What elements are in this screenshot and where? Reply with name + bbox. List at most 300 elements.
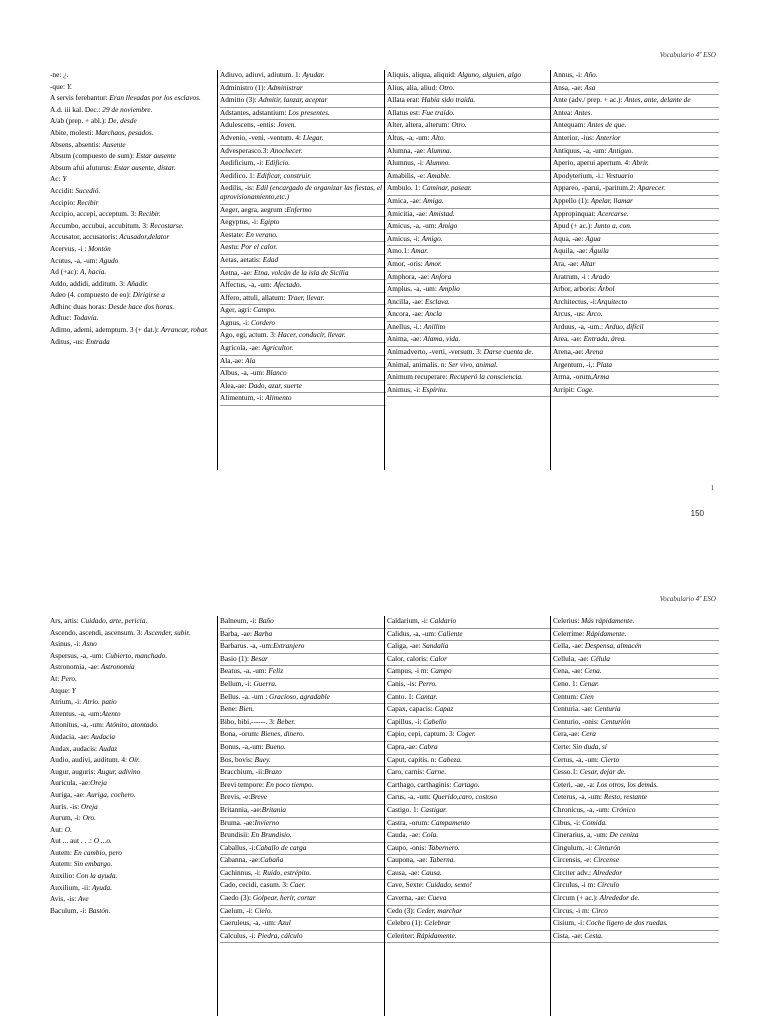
spanish-meaning: 29 de noviembre. — [102, 104, 153, 114]
spanish-meaning: Edificar, construir. — [256, 170, 312, 180]
vocab-entry — [220, 906, 386, 919]
latin-term: Beatus, -a, -um: — [220, 666, 269, 676]
spanish-meaning: Y. — [66, 81, 73, 91]
vocab-entry — [387, 334, 553, 347]
vocab-entry — [220, 133, 386, 146]
vocab-entry — [50, 871, 216, 883]
vocab-entry — [50, 697, 216, 709]
latin-term: Allatus est: — [387, 107, 422, 117]
column-2 — [217, 70, 386, 470]
vocab-entry — [220, 704, 386, 717]
vocab-entry — [387, 830, 553, 843]
vocab-entry — [553, 146, 719, 159]
latin-term: Campus, -i m: — [387, 666, 431, 676]
latin-term: Auriga, -ae: — [50, 789, 87, 799]
spanish-meaning: Cuidado, sexto! — [425, 880, 472, 890]
latin-term: Capio, cepi, captum. 3: — [387, 729, 457, 739]
latin-term: Anterior, -ius: — [553, 132, 596, 142]
spanish-meaning: Arduo, difícil — [604, 321, 644, 331]
vocab-entry — [553, 259, 719, 272]
latin-term: Auricula, -ae: — [50, 778, 91, 788]
latin-term: Area, -ae: — [553, 334, 584, 344]
vocab-entry — [553, 347, 719, 360]
latin-term: Centum: — [553, 691, 580, 701]
spanish-meaning: Cielo. — [254, 905, 273, 915]
latin-term: Ansa, -ae: — [553, 82, 585, 92]
spanish-meaning: Oreja — [81, 801, 98, 811]
latin-term: Circiter adv.: — [553, 867, 593, 877]
vocab-entry — [553, 196, 719, 209]
page-number: 150 — [690, 509, 704, 518]
vocab-entry — [553, 95, 719, 108]
latin-term: Alter, altera, alterum: — [387, 120, 452, 130]
spanish-meaning: Aparecer. — [637, 183, 666, 193]
vocab-entry — [553, 818, 719, 831]
vocab-entry — [387, 906, 553, 919]
latin-term: Animus, -i: — [387, 384, 423, 394]
vocab-entry — [387, 196, 553, 209]
latin-term: Cista, -ae: — [553, 930, 585, 940]
spanish-meaning: Oír. — [128, 755, 140, 765]
spanish-meaning: Ascender, subir. — [144, 627, 191, 637]
vocab-entry — [553, 171, 719, 184]
latin-term: Caput, capitis. n: — [387, 754, 439, 764]
spanish-meaning: Arena — [585, 347, 603, 357]
spanish-meaning: Auriga, cochero. — [86, 789, 136, 799]
spanish-meaning: Campo — [430, 666, 452, 676]
spanish-meaning: Alimento — [265, 393, 292, 403]
latin-term: Alea,-ae: — [220, 380, 249, 390]
spanish-meaning: Comida. — [582, 817, 607, 827]
vocab-entry — [50, 709, 216, 721]
latin-term: Advesperasco.3: — [220, 145, 271, 155]
spanish-meaning: Y — [62, 174, 67, 184]
spanish-meaning: Y — [71, 685, 76, 695]
spanish-meaning: Cartago. — [453, 779, 480, 789]
latin-term: Cena, -ae: — [553, 666, 585, 676]
spanish-meaning: Edil (encargado de organizar las fiestas, el aprovisionamiento,etc.) — [220, 183, 383, 201]
latin-term: Cachinnus, -i: — [220, 867, 263, 877]
latin-term: Causa, -ae: — [387, 867, 422, 877]
vocab-entry — [50, 755, 216, 767]
latin-term: Ago, egi, actum. 3: — [220, 330, 278, 340]
vocab-entry — [50, 744, 216, 756]
vocab-entry — [50, 244, 216, 256]
spanish-meaning: Cesta. — [584, 930, 603, 940]
vocab-entry — [50, 209, 216, 221]
latin-term: Apodyterium, -i.: — [553, 170, 606, 180]
spanish-meaning: Etna, volcán de la isla de Sicilia — [253, 267, 349, 277]
spanish-meaning: Anillito — [423, 321, 446, 331]
spanish-meaning: Audaz — [98, 743, 118, 753]
vocab-entry — [220, 843, 386, 856]
spanish-meaning: Ruido, estrépito. — [262, 867, 312, 877]
vocab-entry — [553, 309, 719, 322]
latin-term: Ceteri, -ae, -a: — [553, 779, 597, 789]
latin-term: Arena,-ae: — [553, 347, 586, 357]
vocab-entry — [553, 717, 719, 730]
latin-term: Abite, molesti: — [50, 127, 96, 137]
latin-term: Capillus, -i: — [387, 716, 424, 726]
vocab-entry — [387, 133, 553, 146]
spanish-meaning: Círculo — [597, 880, 620, 890]
vocab-entry — [553, 666, 719, 679]
vocab-entry — [220, 818, 386, 831]
vocab-entry — [220, 666, 386, 679]
vocab-entry — [50, 232, 216, 244]
latin-term: Baculum, -i: — [50, 905, 89, 915]
vocab-entry — [387, 855, 553, 868]
spanish-meaning: Despensa, almacén — [584, 641, 642, 651]
vocab-entry — [220, 305, 386, 318]
spanish-meaning: Los otros, los demás. — [596, 779, 659, 789]
latin-term: Animum recuperare: — [387, 372, 450, 382]
spanish-meaning: Blanco — [266, 368, 287, 378]
latin-term: Barba, -ae: — [220, 628, 254, 638]
vocab-entry — [553, 221, 719, 234]
vocab-entry — [387, 120, 553, 133]
spanish-meaning: Cesar, dejar de. — [579, 767, 626, 777]
vocab-entry — [220, 805, 386, 818]
spanish-meaning: Amigo — [438, 221, 458, 231]
vocab-entry — [50, 93, 216, 105]
vocab-entry — [50, 325, 216, 337]
latin-term: Attentus. -a, -um: — [50, 708, 102, 718]
latin-term: Amor, -oris: — [387, 258, 425, 268]
vocab-entry — [553, 843, 719, 856]
latin-term: Aratrum, -i : — [553, 271, 592, 281]
vocab-entry — [220, 641, 386, 654]
latin-term: Celebro (1): — [387, 918, 425, 928]
latin-term: A/ab (prep. + abl.): — [50, 116, 109, 126]
latin-term: Alumnus, -i: — [387, 158, 426, 168]
spanish-meaning: Arquitecto — [596, 296, 628, 306]
latin-term: Agricola, -ae: — [220, 343, 262, 353]
latin-term: Alumna, -ae: — [387, 145, 427, 155]
vocab-entry — [553, 704, 719, 717]
vocab-entry — [553, 616, 719, 629]
vocab-entry — [387, 641, 553, 654]
spanish-meaning: Campamento — [430, 817, 470, 827]
vocab-entry — [220, 70, 386, 83]
vocab-entry — [50, 105, 216, 117]
latin-term: Calidus, -a, -um: — [387, 628, 438, 638]
latin-term: Agnus, -i: — [220, 317, 252, 327]
spanish-meaning: Marchaos, pesados. — [95, 127, 154, 137]
vocab-entry — [220, 183, 386, 204]
latin-term: Adhinc duas horas: — [50, 301, 109, 311]
vocab-entry — [553, 297, 719, 310]
spanish-meaning: Celebrar — [424, 918, 451, 928]
latin-term: Absum afui afuturus: — [50, 162, 114, 172]
column-3 — [384, 70, 553, 470]
latin-term: Appello (1): — [553, 195, 591, 205]
spanish-meaning: Con la ayuda. — [76, 871, 118, 881]
latin-term: Bellus. -a. -um : — [220, 691, 270, 701]
spanish-meaning: Cabeza. — [438, 754, 462, 764]
spanish-meaning: Antiguo. — [608, 145, 634, 155]
latin-term: Cave, Sexte: — [387, 880, 426, 890]
vocab-entry — [387, 805, 553, 818]
latin-term: Aditus, -us: — [50, 336, 86, 346]
vocab-entry — [50, 221, 216, 233]
vocab-entry — [553, 322, 719, 335]
vocab-entry — [387, 755, 553, 768]
spanish-meaning: Oro. — [82, 813, 96, 823]
vocab-entry — [50, 674, 216, 686]
vocab-entry — [553, 629, 719, 642]
vocab-entry — [50, 836, 216, 848]
latin-term: Britannia, -ae: — [220, 804, 262, 814]
vocab-entry — [220, 381, 386, 394]
spanish-meaning: Darse cuenta de. — [483, 347, 534, 357]
vocab-entry — [220, 368, 386, 381]
latin-term: Celeriter: — [387, 930, 417, 940]
vocab-entry — [50, 174, 216, 186]
spanish-meaning: Ala — [245, 355, 256, 365]
latin-term: Anellus, -i.: — [387, 321, 424, 331]
vocab-entry — [50, 70, 216, 82]
vocab-entry — [387, 70, 553, 83]
spanish-meaning: Alrededor de. — [599, 893, 640, 903]
vocab-entry — [553, 855, 719, 868]
spanish-meaning: Gracioso, agradable — [269, 691, 330, 701]
spanish-meaning: Rápidamente. — [416, 930, 457, 940]
latin-term: A.d. iii kal. Dec.: — [50, 104, 103, 114]
vocab-entry — [220, 654, 386, 667]
latin-term: Circus, -i m: — [553, 905, 592, 915]
vocab-entry — [50, 639, 216, 651]
vocab-entry — [387, 818, 553, 831]
latin-term: Augur, auguris: — [50, 766, 98, 776]
spanish-meaning: Plata — [596, 359, 613, 369]
vocab-entry — [50, 778, 216, 790]
latin-term: Caverna, -ae: — [387, 893, 428, 903]
spanish-meaning: Audacia — [90, 731, 116, 741]
spanish-meaning: Ceder, marchar — [416, 905, 463, 915]
latin-term: Carthago, carthaginis: — [387, 779, 454, 789]
vocab-entry — [50, 628, 216, 640]
spanish-meaning: Traer, llevar. — [287, 292, 325, 302]
latin-term: A servis ferebantur: — [50, 93, 110, 103]
spanish-meaning: Buey. — [254, 754, 271, 764]
spanish-meaning: Circo — [591, 905, 608, 915]
latin-term: Amicus, -a, -um: — [387, 221, 439, 231]
spanish-meaning: Entrada — [85, 336, 110, 346]
vocab-entry — [553, 931, 719, 944]
latin-term: Adulescens, -entis: — [220, 120, 278, 130]
latin-term: Allata erat: — [387, 95, 422, 105]
vocab-entry — [50, 128, 216, 140]
latin-term: Advenio, -veni, -ventum. 4: — [220, 132, 303, 142]
spanish-meaning: Ave — [78, 894, 89, 904]
spanish-meaning: Coge. — [576, 384, 594, 394]
latin-term: Cinerarius, a, -um: — [553, 830, 610, 840]
latin-term: Circulus, -i m: — [553, 880, 598, 890]
vocab-entry — [553, 742, 719, 755]
vocab-entry — [387, 729, 553, 742]
latin-term: Ancora, -ae: — [387, 309, 425, 319]
page-header: Vocabulario 4º ESO — [659, 595, 716, 603]
spanish-meaning: O ...o. — [93, 836, 112, 846]
vocab-entry — [387, 221, 553, 234]
latin-term: Atque: — [50, 685, 72, 695]
latin-term: Appareo, -parui, -paritum.2: — [553, 183, 638, 193]
latin-term: Amo.1: — [387, 246, 411, 256]
latin-term: Canto. 1: — [387, 691, 416, 701]
latin-term: Audax, audacis: — [50, 743, 99, 753]
vocab-entry — [387, 309, 553, 322]
vocab-entry — [387, 767, 553, 780]
spanish-meaning: Querido,caro, costoso — [432, 792, 498, 802]
spanish-meaning: Rápidamente. — [586, 628, 627, 638]
latin-term: Brevis, -e: — [220, 792, 251, 802]
vocab-entry — [50, 290, 216, 302]
latin-term: Cingulum, -i: — [553, 842, 595, 852]
vocab-entry — [220, 679, 386, 692]
spanish-meaning: Alguno, alguien, algo — [457, 70, 521, 79]
spanish-meaning: Cabra — [419, 741, 438, 751]
spanish-meaning: Los presentes. — [288, 107, 330, 117]
vocab-entry — [553, 918, 719, 931]
spanish-meaning: Arco. — [586, 309, 603, 319]
vocab-entry — [220, 868, 386, 881]
spanish-meaning: Esclava. — [424, 296, 450, 306]
spanish-meaning: ¿. — [63, 70, 69, 79]
spanish-meaning: Piedra, cálculo — [257, 930, 303, 940]
vocab-entry — [50, 767, 216, 779]
spanish-meaning: Atento — [101, 708, 121, 718]
spanish-meaning: Acercarse. — [597, 208, 629, 218]
spanish-meaning: Espíritu. — [422, 384, 448, 394]
latin-term: Aquila, -ae: — [553, 246, 590, 256]
latin-term: Circensis, -e: — [553, 855, 594, 865]
spanish-meaning: Egipto — [259, 217, 280, 227]
latin-term: Basio (1): — [220, 653, 251, 663]
spanish-meaning: Campo. — [253, 305, 277, 315]
spanish-meaning: Amor. — [424, 258, 442, 268]
spanish-meaning: Agua — [585, 233, 601, 243]
latin-term: Calculus, -i: — [220, 930, 258, 940]
vocab-entry — [220, 616, 386, 629]
spanish-meaning: Brazo — [264, 767, 282, 777]
spanish-meaning: Barba — [253, 628, 273, 638]
vocab-entry — [50, 906, 216, 918]
latin-term: Aedilis, -is: — [220, 183, 256, 193]
latin-term: Caliga, -ae: — [387, 641, 423, 651]
vocab-entry — [50, 732, 216, 744]
latin-term: Auris. -is: — [50, 801, 82, 811]
spanish-meaning: Agudo — [99, 255, 119, 265]
spanish-meaning: Estar ausente, distar. — [113, 162, 176, 172]
spanish-meaning: Astronomía — [100, 662, 135, 672]
spanish-meaning: En verano. — [245, 229, 278, 239]
spanish-meaning: Entrada, área. — [583, 334, 627, 344]
vocab-entry — [387, 209, 553, 222]
latin-term: Aegyptus, -i: — [220, 217, 260, 227]
latin-term: Ascendo, ascendi, ascensum. 3: — [50, 627, 145, 637]
spanish-meaning: Águila — [589, 246, 609, 256]
spanish-meaning: Bastón. — [88, 905, 111, 915]
latin-term: Amicus, -i: — [387, 233, 422, 243]
spanish-meaning: Capaz — [434, 704, 454, 714]
vocab-entry — [387, 692, 553, 705]
vocab-entry — [50, 802, 216, 814]
spanish-meaning: Atrio. patio — [83, 697, 117, 707]
latin-term: Caupo, -onis: — [387, 842, 429, 852]
spanish-meaning: En Brundisio. — [251, 830, 292, 840]
spanish-meaning: Sin duda, sí — [572, 741, 607, 751]
latin-term: Cella, -ae: — [553, 641, 585, 651]
latin-term: Aetna, -ae: — [220, 267, 254, 277]
spanish-meaning: Junto a, con. — [594, 221, 632, 231]
vocab-entry — [387, 108, 553, 121]
spanish-meaning: Alumno. — [425, 158, 451, 168]
vocab-entry — [50, 651, 216, 663]
vocab-entry — [553, 133, 719, 146]
latin-term: Arbor, arboris: — [553, 284, 598, 294]
latin-term: Autem: — [50, 847, 74, 857]
latin-term: Animal, animalis. n: — [387, 359, 449, 369]
vocab-entry — [50, 279, 216, 291]
vocab-entry — [220, 217, 386, 230]
spanish-meaning: Cenar. — [579, 678, 599, 688]
vocab-entry — [387, 704, 553, 717]
latin-term: Cera,-ae: — [553, 729, 582, 739]
latin-term: Ceno. 1: — [553, 678, 580, 688]
latin-term: Aqua, -ae: — [553, 233, 586, 243]
latin-term: Auxilium, -ii: — [50, 882, 92, 892]
latin-term: Ac: — [50, 174, 63, 184]
spanish-meaning: Arma — [592, 372, 610, 382]
latin-term: Caro, carnis: — [387, 767, 427, 777]
spanish-meaning: De, desde — [108, 116, 137, 126]
spanish-meaning: Crónico — [611, 804, 636, 814]
vocab-entry — [553, 158, 719, 171]
vocab-entry — [220, 255, 386, 268]
vocab-entry — [387, 893, 553, 906]
vocab-entry — [220, 293, 386, 306]
latin-term: Autem: — [50, 859, 74, 869]
vocab-entry — [387, 868, 553, 881]
latin-term: Acutus, -a, -um: — [50, 255, 100, 265]
latin-term: Certe: — [553, 741, 573, 751]
vocab-entry — [553, 729, 719, 742]
latin-term: Accidit: — [50, 185, 76, 195]
latin-term: Attonitus, -a, -um: — [50, 720, 106, 730]
spanish-meaning: De ceniza — [609, 830, 639, 840]
spanish-meaning: Caminar, pasear. — [422, 183, 472, 193]
latin-term: Ancilla, -ae: — [387, 296, 425, 306]
spanish-meaning: Por el calor. — [240, 242, 278, 252]
spanish-meaning: Breve — [250, 792, 268, 802]
latin-term: Arma, -orum, — [553, 372, 593, 382]
latin-term: Castra, -orum: — [387, 817, 431, 827]
latin-term: Cabanna, -ae: — [220, 855, 261, 865]
vocab-entry — [50, 662, 216, 674]
latin-term: Architectus, -i: — [553, 296, 597, 306]
spanish-meaning: Sandalia — [422, 641, 449, 651]
vocab-entry — [220, 280, 386, 293]
vocab-entry — [553, 272, 719, 285]
column-4 — [550, 616, 719, 1016]
spanish-meaning: Dado, azar, suerte — [248, 380, 302, 390]
spanish-meaning: Agricultor. — [261, 343, 294, 353]
latin-term: Accumbo, accubui, accubitum. 3: — [50, 220, 150, 230]
latin-term: Antequam: — [553, 120, 588, 130]
latin-term: Avis, -is: — [50, 894, 79, 904]
vocab-entry — [50, 186, 216, 198]
